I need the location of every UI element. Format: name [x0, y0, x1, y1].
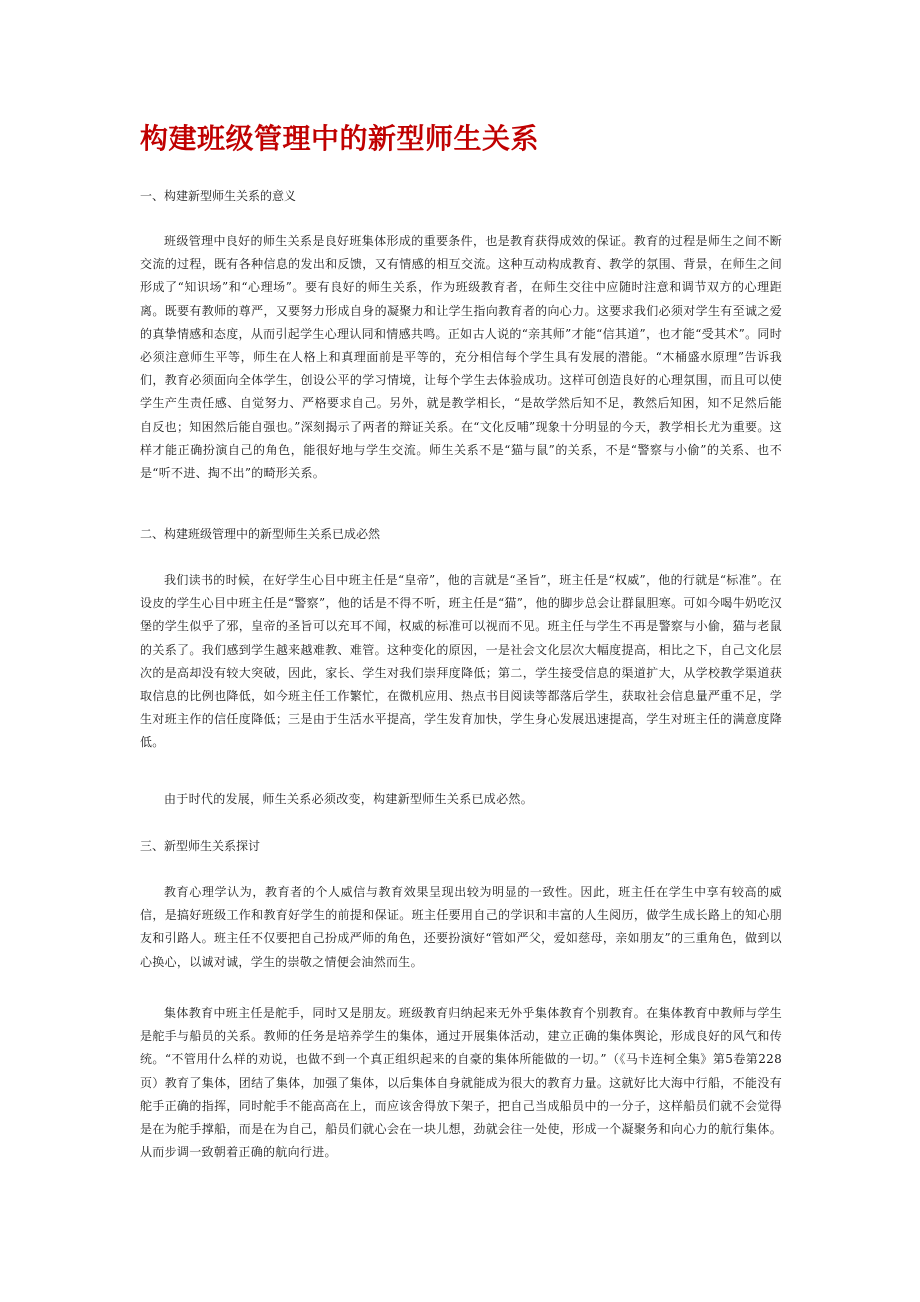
section-2-paragraph-2: 由于时代的发展，师生关系必须改变，构建新型师生关系已成必然。: [164, 792, 534, 806]
section-3-paragraph-2: 集体教育中班主任是舵手，同时又是朋友。班级教育归纳起来无外乎集体教育个别教育。在集体教育中教师与学生是舵手与船员的关系。教师的任务是培养学生的集体，通过开展集体活动，建立正确的集体舆论，形成良好的风气和传统。“不管用什么样的劝说，也做不到一个真正组织起来的自豪的集体所能做的一切。”（《马卡连柯全集》第5卷第228页）教育了集体，团结了集体，加强了集体，以后集体自身就能成为很大的教育力量。这就好比大海中行船，不能没有舵手正确的指挥，同时舵手不能高高在上，而应该舍得放下架子，把自己当成船员中的一分子，这样船员们就不会觉得是在为舵手撑船，而是在为自己，船员们就心会在一块儿想，劲就会往一处使，形成一个凝聚务和向心力的航行集体。从而步调一致朝着正确的航向行进。: [140, 1006, 782, 1160]
section-heading-3: 三、新型师生关系探讨: [140, 839, 261, 853]
section-heading-2: 二、构建班级管理中的新型师生关系已成必然: [140, 527, 381, 541]
section-1-paragraph-1: 班级管理中良好的师生关系是良好班集体形成的重要条件，也是教育获得成效的保证。教育的过程是师生之间不断交流的过程，既有各种信息的发出和反馈，又有情感的相互交流。这种互动构成教育、教学的氛围、背景，在师生之间形成了“知识场”和“心理场”。要有良好的师生关系，作为班级教育者，在师生交往中应随时注意和调节双方的心理距离。既要有教师的尊严，又要努力形成自身的凝聚力和让学生指向教育者的向心力。这要求我们必须对学生有至诚之爱的真挚情感和态度，从而引起学生心理认同和情感共鸣。正如古人说的“亲其师”才能“信其道”，也才能“受其术”。同时必须注意师生平等，师生在人格上和真理面前是平等的，充分相信每个学生具有发展的潜能。“木桶盛水原理”告诉我们，教育必须面向全体学生，创设公平的学习情境，让每个学生去体验成功。这样可创造良好的心理氛围，而且可以使学生产生责任感、自觉努力、严格要求自己。另外，就是教学相长，“是故学然后知不足，教然后知困，知不足然后能自反也；知困然后能自强也。”深刻揭示了两者的辩证关系。在“文化反哺”现象十分明显的今天，教学相长尤为重要。这样才能正确扮演自己的角色，能很好地与学生交流。师生关系不是“猫与鼠”的关系，不是“警察与小偷”的关系、也不是“听不进、掏不出”的畸形关系。: [140, 234, 782, 481]
document-title: 构建班级管理中的新型师生关系: [140, 122, 540, 155]
section-2-paragraph-1: 我们读书的时候，在好学生心目中班主任是“皇帝”，他的言就是“圣旨”，班主任是“权威”，他的行就是“标准”。在设皮的学生心目中班主任是“警察”，他的话是不得不听，班主任是“猫”，他的脚步总会让群鼠胆寒。可如今喝牛奶吃汉堡的学生似乎了邪，皇帝的圣旨可以充耳不闻，权威的标准可以视而不见。班主任与学生不再是警察与小偷，猫与老鼠的关系了。我们感到学生越来越难教、难管。这种变化的原因，一是社会文化层次大幅度提高，相比之下，自己文化层次的是高却没有较大突破，因此，家长、学生对我们崇拜度降低；第二，学生接受信息的渠道扩大，从学校教学渠道获取信息的比例也降低，如今班主任工作繁忙，在微机应用、热点书目阅读等都落后学生，获取社会信息量严重不足，学生对班主作的信任度降低；三是由于生活水平提高，学生发育加快，学生身心发展迅速提高，学生对班主任的满意度降低。: [140, 573, 782, 750]
section-3-paragraph-1: 教育心理学认为，教育者的个人威信与教育效果呈现出较为明显的一致性。因此，班主任在学生中享有较高的威信，是搞好班级工作和教育好学生的前提和保证。班主任要用自己的学识和丰富的人生阅历，做学生成长路上的知心朋友和引路人。班主任不仅要把自己扮成严师的角色，还要扮演好“管如严父，爱如慈母，亲如朋友”的三重角色，做到以心换心，以诚对诚，学生的崇敬之情便会油然而生。: [140, 885, 782, 969]
section-heading-1: 一、构建新型师生关系的意义: [140, 189, 297, 203]
